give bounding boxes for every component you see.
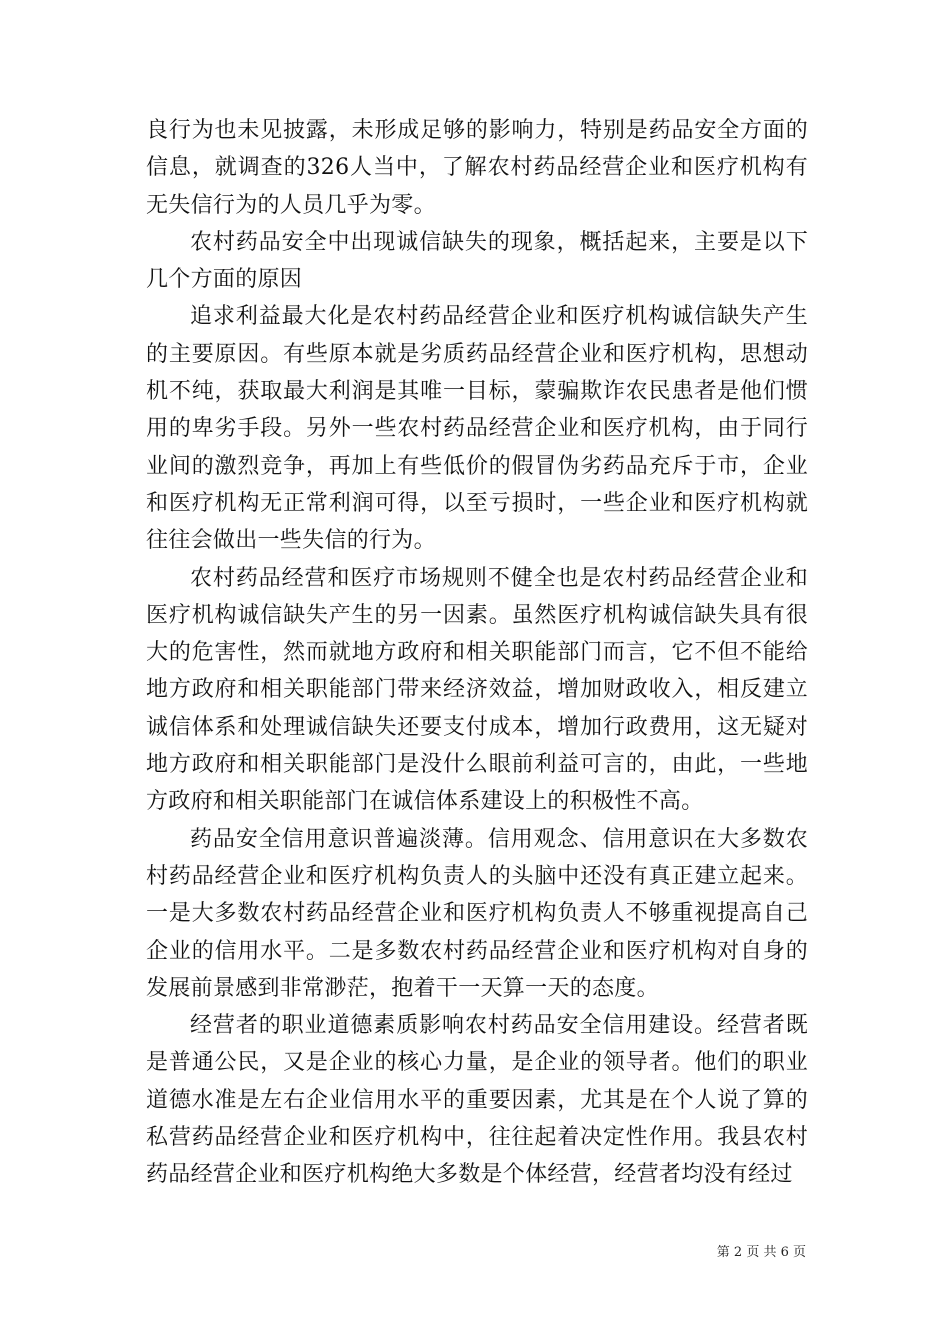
paragraph-1: 良行为也未见披露，未形成足够的影响力，特别是药品安全方面的信息，就调查的326人当中，了解农村药品经营企业和医疗机构有无失信行为的人员几乎为零。 <box>146 118 808 218</box>
page-footer <box>0 1244 950 1264</box>
paragraph-5: 药品安全信用意识普遍淡薄。信用观念、信用意识在大多数农村药品经营企业和医疗机构负责人的头脑中还没有真正建立起来。一是大多数农村药品经营企业和医疗机构负责人不够重视提高自己企业的信用水平。二是多数农村药品经营企业和医疗机构对自身的发展前景感到非常渺茫，抱着干一天算一天的态度。 <box>146 826 808 1001</box>
paragraph-2: 农村药品安全中出现诚信缺失的现象，概括起来，主要是以下几个方面的原因 <box>146 229 808 293</box>
paragraph-3: 追求利益最大化是农村药品经营企业和医疗机构诚信缺失产生的主要原因。有些原本就是劣质药品经营企业和医疗机构，思想动机不纯，获取最大利润是其唯一目标，蒙骗欺诈农民患者是他们惯用的卑劣手段。另外一些农村药品经营企业和医疗机构，由于同行业间的激烈竞争，再加上有些低价的假冒伪劣药品充斥于市，企业和医疗机构无正常利润可得，以至亏损时，一些企业和医疗机构就往往会做出一些失信的行为。 <box>146 304 808 554</box>
paragraph-6: 经营者的职业道德素质影响农村药品安全信用建设。经营者既是普通公民，又是企业的核心力量，是企业的领导者。他们的职业道德水准是左右企业信用水平的重要因素，尤其是在个人说了算的私营药品经营企业和医疗机构中，往往起着决定性作用。我县农村药品经营企业和医疗机构绝大多数是个体经营，经营者均没有经过 <box>146 1013 808 1188</box>
page-number: 第 2 页 共 6 页 <box>716 1245 806 1260</box>
body-text <box>146 112 808 1194</box>
paragraph-4: 农村药品经营和医疗市场规则不健全也是农村药品经营企业和医疗机构诚信缺失产生的另一因素。虽然医疗机构诚信缺失具有很大的危害性，然而就地方政府和相关职能部门而言，它不但不能给地方政府和相关职能部门带来经济效益，增加财政收入，相反建立诚信体系和处理诚信缺失还要支付成本，增加行政费用，这无疑对地方政府和相关职能部门是没什么眼前利益可言的，由此，一些地方政府和相关职能部门在诚信体系建设上的积极性不高。 <box>146 565 808 815</box>
